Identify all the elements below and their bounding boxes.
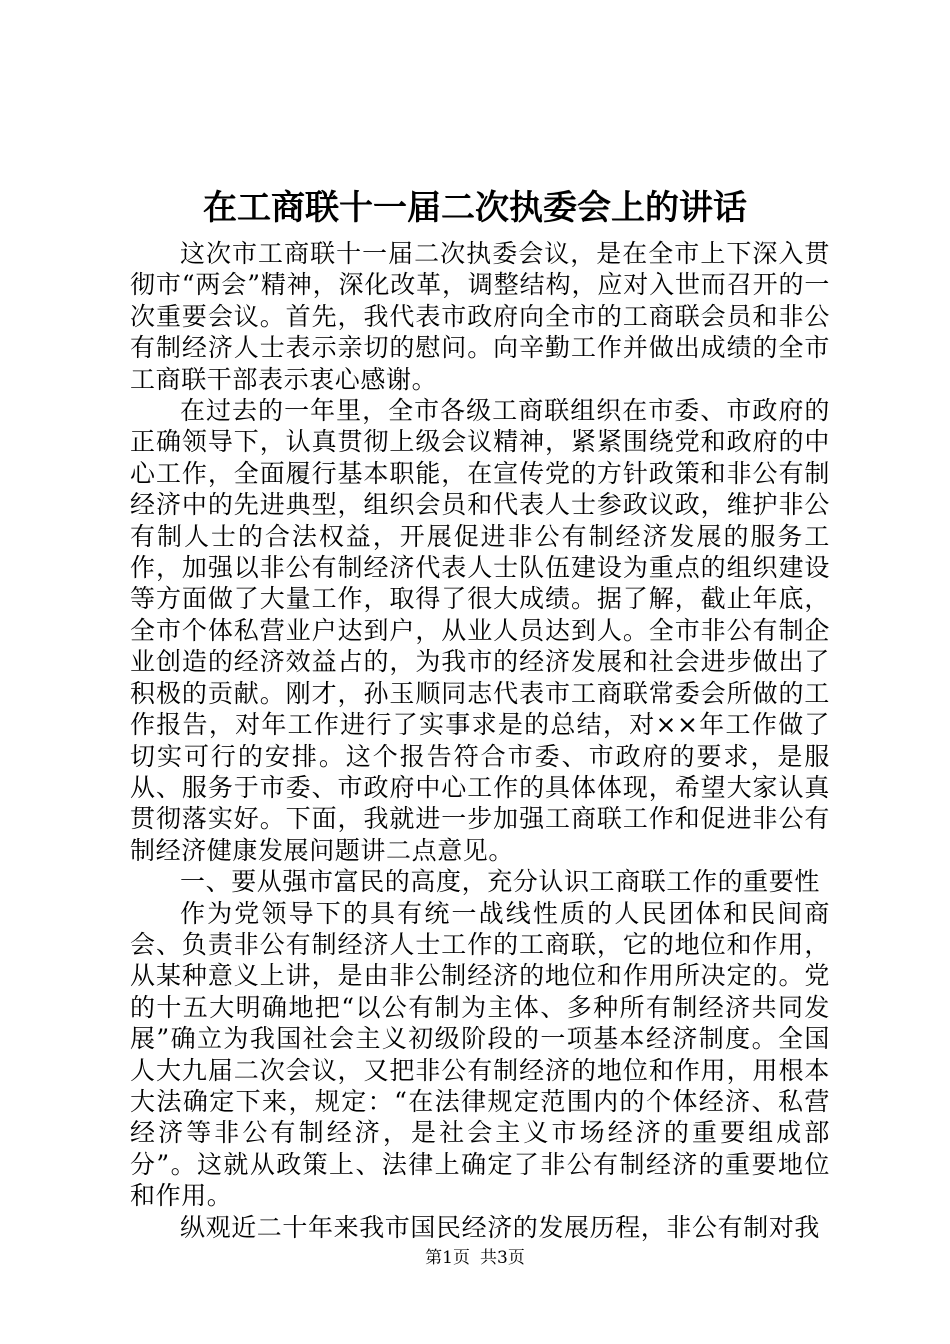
document-title: 在工商联十一届二次执委会上的讲话 (203, 188, 747, 228)
section-heading-1: 一、要从强市富民的高度，充分认识工商联工作的重要性 (180, 867, 821, 897)
page-number: 第1页 (425, 1248, 470, 1268)
paragraph-status: 作为党领导下的具有统一战线性质的人民团体和民间商会、负责非公有制经济人士工作的工商联，它的地位和作用，从某种意义上讲，是由非公制经济的地位和作用所决定的。党的十五大明确地把“以公有制为主体、多种所有制经济共同发展”确立为我国社会主义初级阶段的一项基本经济制度。全国人大九届二次会议，又把非公有制经济的地位和作用，用根本大法确定下来，规定：“在法律规定范围内的个体经济、私营经济等非公有制经济，是社会主义市场经济的重要组成部分”。这就从政策上、法律上确定了非公有制经济的重要地位和作用。 (130, 898, 830, 1211)
page-total: 共3页 (480, 1248, 525, 1268)
document-body (130, 238, 830, 1243)
page-footer (0, 1247, 950, 1269)
paragraph-intro: 这次市工商联十一届二次执委会议，是在全市上下深入贯彻市“两会”精神，深化改革，调整结构，应对入世而召开的一次重要会议。首先，我代表市政府向全市的工商联会员和非公有制经济人士表示亲切的慰问。向辛勤工作并做出成绩的全市工商联干部表示衷心感谢。 (130, 239, 830, 394)
paragraph-history: 纵观近二十年来我市国民经济的发展历程，非公有制对我 (180, 1212, 821, 1242)
paragraph-review: 在过去的一年里，全市各级工商联组织在市委、市政府的正确领导下，认真贯彻上级会议精神，紧紧围绕党和政府的中心工作，全面履行基本职能，在宣传党的方针政策和非公有制经济中的先进典型，组织会员和代表人士参政议政，维护非公有制人士的合法权益，开展促进非公有制经济发展的服务工作，加强以非公有制经济代表人士队伍建设为重点的组织建设等方面做了大量工作，取得了很大成绩。据了解，截止年底，全市个体私营业户达到户，从业人员达到人。全市非公有制企业创造的经济效益占的，为我市的经济发展和社会进步做出了积极的贡献。刚才，孙玉顺同志代表市工商联常委会所做的工作报告，对年工作进行了实事求是的总结，对××年工作做了切实可行的安排。这个报告符合市委、市政府的要求，是服从、服务于市委、市政府中心工作的具体体现，希望大家认真贯彻落实好。下面，我就进一步加强工商联工作和促进非公有制经济健康发展问题讲二点意见。 (130, 396, 830, 865)
